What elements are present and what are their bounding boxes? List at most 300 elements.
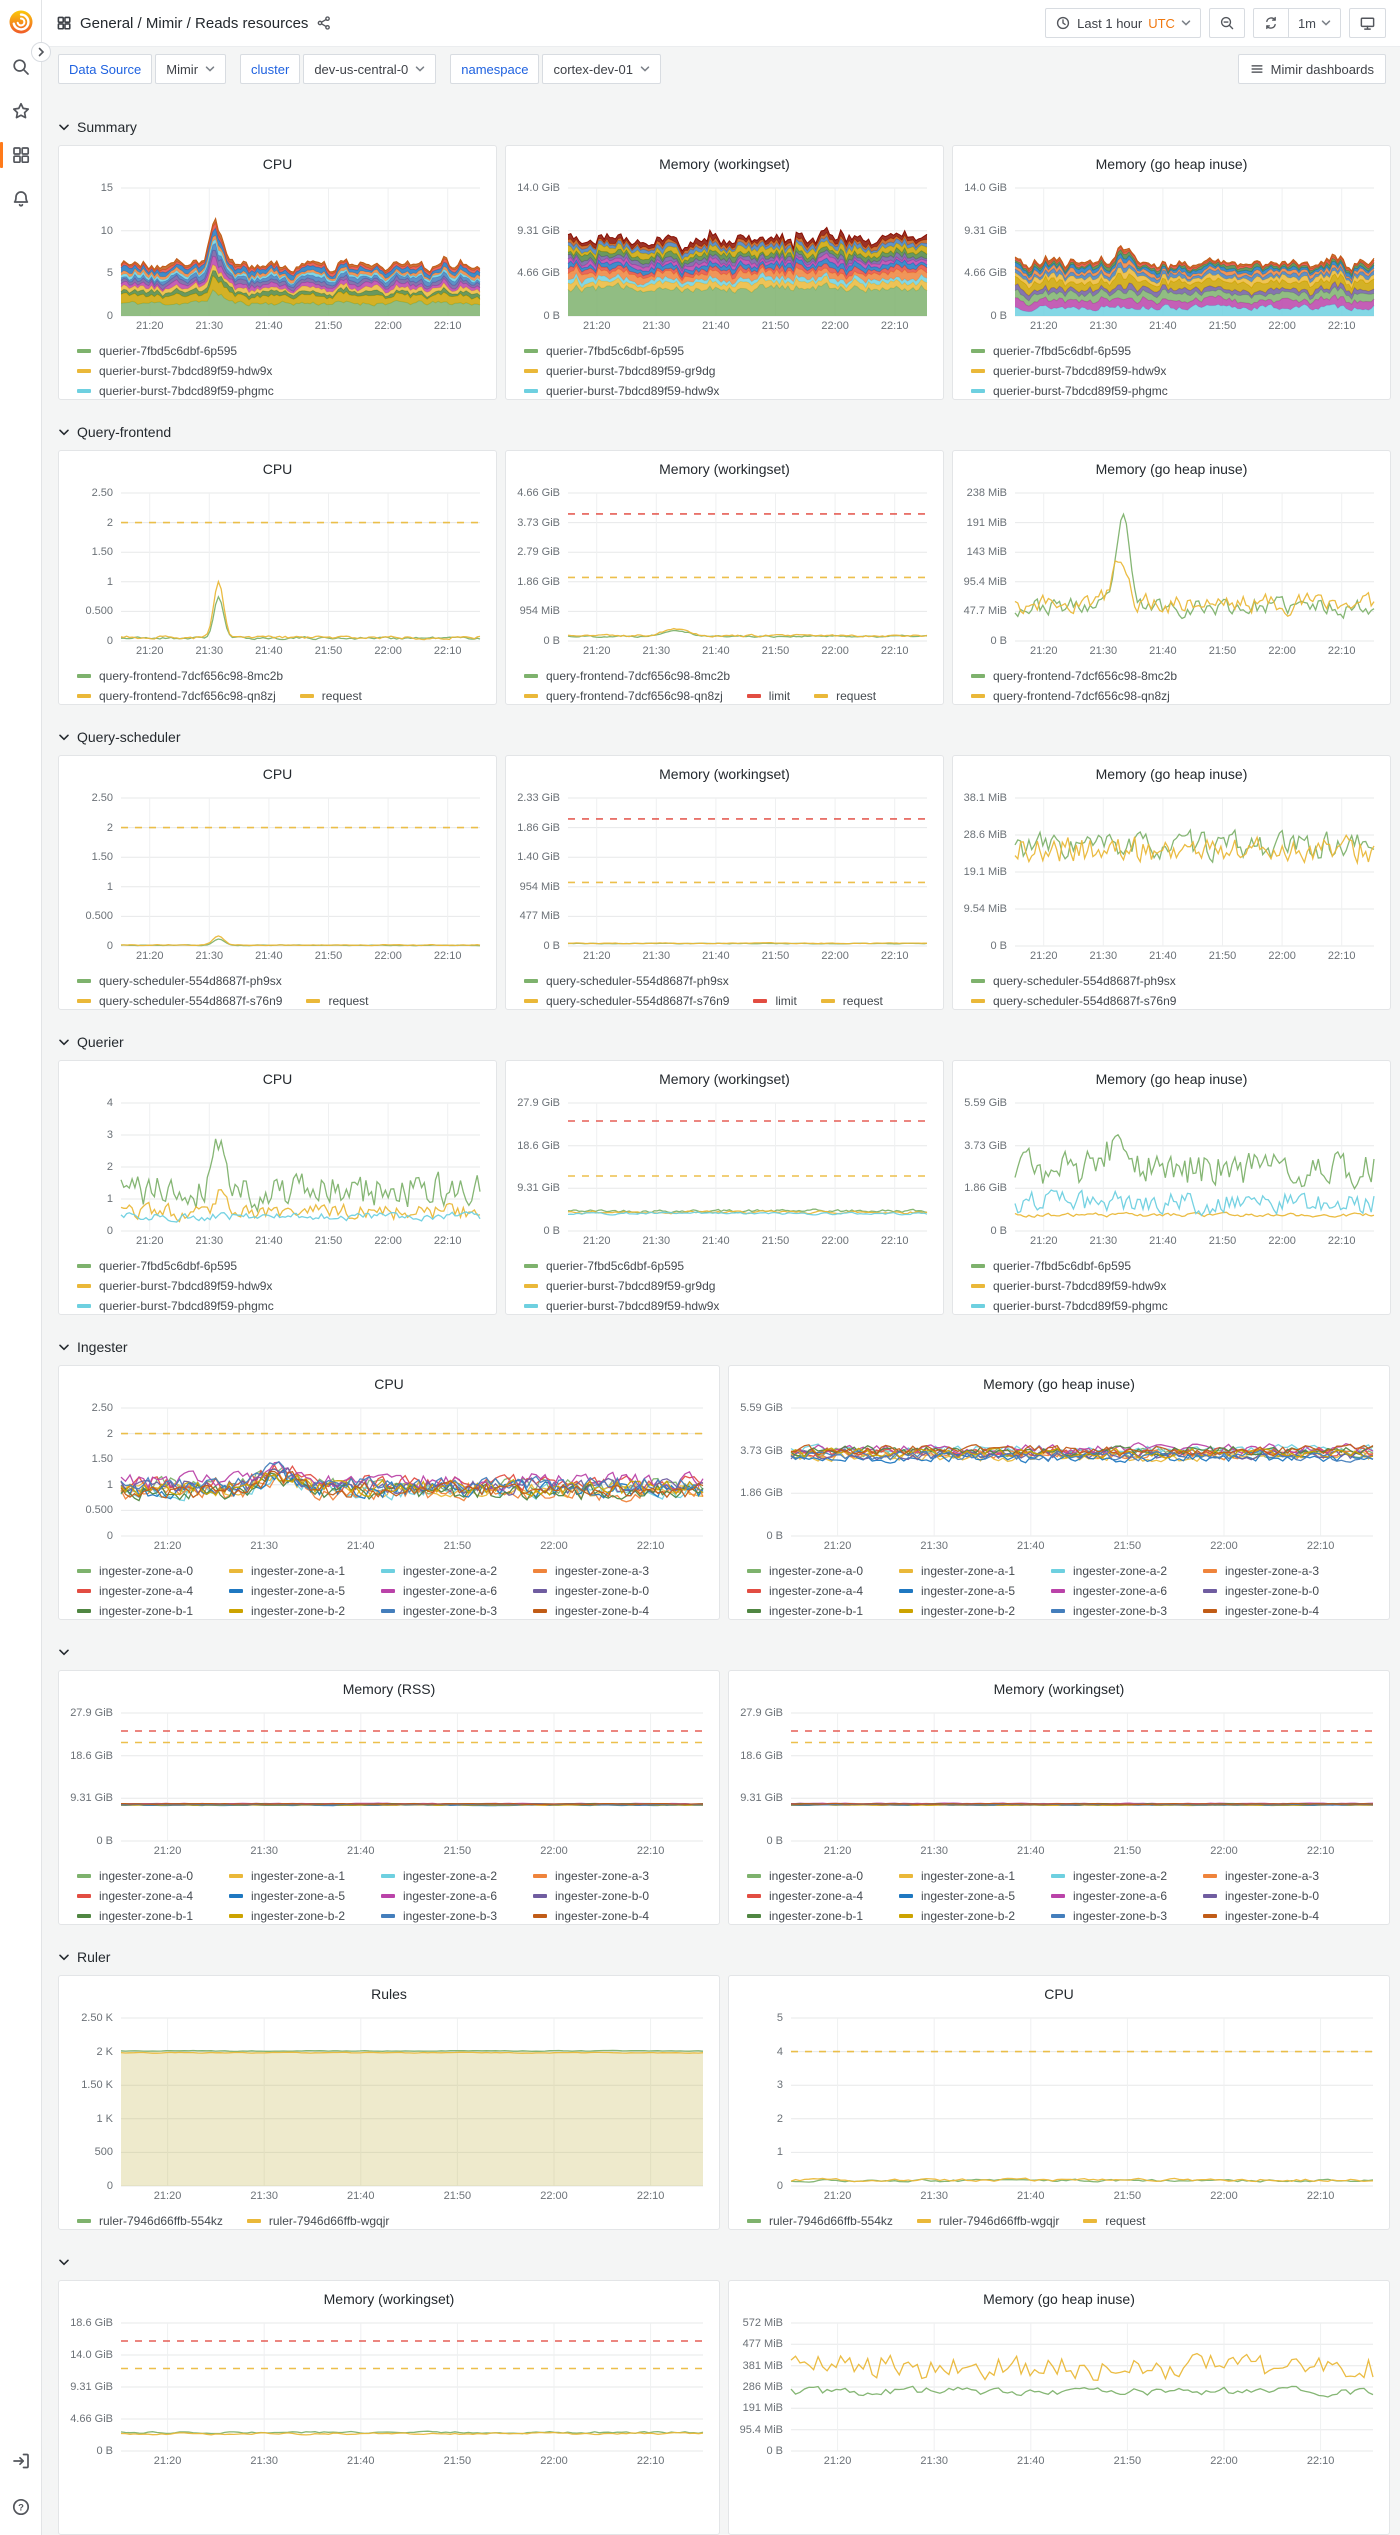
time-series-chart[interactable] [568, 793, 927, 947]
x-axis-label: 21:20 [153, 1540, 182, 1552]
legend-item[interactable] [533, 1869, 685, 1883]
legend-item[interactable] [971, 974, 1176, 988]
x-axis-label: 22:00 [1210, 1540, 1238, 1552]
dashboard-grid-icon [56, 15, 72, 31]
x-axis-label: 21:40 [702, 1235, 730, 1247]
breadcrumb[interactable] [56, 15, 332, 32]
legend-label: querier-burst-7bdcd89f59-hdw9x [99, 1279, 273, 1293]
panel-memory-go-heap-inuse [952, 450, 1391, 705]
legend-item[interactable] [899, 1604, 1051, 1618]
x-axis-label: 22:00 [821, 1235, 849, 1247]
row-header-query-frontend[interactable] [58, 422, 1390, 442]
y-axis-label: 9.31 GiB [964, 224, 1007, 237]
time-series-chart[interactable] [568, 183, 927, 317]
time-series-chart[interactable] [1015, 1098, 1374, 1232]
y-axis-label: 1.86 GiB [517, 821, 560, 834]
legend-item[interactable] [1083, 2214, 1145, 2228]
legend-item[interactable] [1051, 1584, 1203, 1598]
panel-title[interactable]: CPU [374, 1376, 404, 1392]
legend-label: ruler-7946d66ffb-554kz [99, 2214, 223, 2228]
zoom-out-button[interactable] [1209, 8, 1245, 38]
legend-item[interactable] [533, 1584, 685, 1598]
x-axis-label: 21:30 [195, 645, 224, 657]
legend-item[interactable] [524, 364, 715, 378]
sidebar-item-sign-in[interactable] [0, 2445, 41, 2477]
legend-item[interactable] [77, 364, 272, 378]
legend-item[interactable] [524, 344, 684, 358]
y-axis-label: 5.59 GiB [964, 1097, 1007, 1109]
legend-item[interactable] [524, 384, 719, 398]
legend-item[interactable] [1203, 1584, 1355, 1598]
time-series-chart[interactable] [121, 2318, 703, 2452]
y-axis [961, 182, 1015, 322]
legend-swatch [747, 1569, 761, 1573]
legend-item[interactable] [971, 1279, 1166, 1293]
y-axis-label: 1 [106, 1478, 113, 1491]
time-series-chart[interactable] [121, 1098, 480, 1232]
y-axis-label: 3.73 GiB [964, 1139, 1007, 1152]
y-axis-label: 2 [106, 516, 113, 529]
legend-item[interactable] [533, 1604, 685, 1618]
legend-item[interactable] [971, 1299, 1168, 1313]
y-axis-label: 1 [106, 575, 113, 588]
legend-label: querier-7fbd5c6dbf-6p595 [993, 344, 1132, 358]
y-axis-label: 3 [106, 1129, 113, 1141]
legend-swatch [971, 694, 985, 698]
legend-item[interactable] [229, 1869, 381, 1883]
row-header-untitled[interactable] [58, 1642, 1390, 1662]
y-axis-label: 3 [776, 2079, 783, 2092]
legend-swatch [1051, 1569, 1065, 1573]
panel-title[interactable]: Memory (go heap inuse) [1095, 156, 1248, 172]
time-range-picker[interactable] [1045, 8, 1201, 38]
x-axis-label: 21:50 [1113, 2190, 1142, 2202]
legend-label: query-frontend-7dcf656c98-qn8zj [993, 689, 1170, 703]
namespace-dropdown[interactable] [542, 54, 660, 84]
panel-title[interactable]: Memory (go heap inuse) [983, 2291, 1135, 2307]
y-axis-label: 1.50 [91, 546, 113, 559]
legend-swatch [1083, 2219, 1097, 2223]
y-axis-label: 477 MiB [742, 2338, 783, 2351]
x-axis [1015, 950, 1374, 965]
legend-item[interactable] [77, 1279, 272, 1293]
legend-item[interactable] [899, 1869, 1051, 1883]
legend-item[interactable] [381, 1584, 533, 1598]
legend-item[interactable] [899, 1584, 1051, 1598]
row-title: Ruler [77, 1949, 111, 1965]
panel-row [58, 145, 1390, 400]
legend-item[interactable] [77, 689, 276, 703]
legend-item[interactable] [77, 344, 237, 358]
chevron-down-icon [58, 1038, 70, 1047]
x-axis-label: 21:40 [347, 1845, 375, 1857]
legend-label: ingester-zone-a-5 [251, 1584, 346, 1598]
legend-item[interactable] [77, 384, 274, 398]
legend-item[interactable] [533, 1909, 685, 1923]
panel-title[interactable]: Rules [371, 1986, 407, 2002]
cluster-dropdown[interactable] [303, 54, 436, 84]
legend-item[interactable] [747, 689, 790, 703]
legend-swatch [77, 2219, 91, 2223]
panel-title[interactable]: Memory (workingset) [993, 1681, 1125, 1697]
legend-item[interactable] [524, 1299, 719, 1313]
filter-label[interactable]: cluster [240, 54, 300, 84]
legend-item[interactable] [747, 1584, 899, 1598]
legend-label: querier-burst-7bdcd89f59-hdw9x [99, 364, 273, 378]
time-series-chart[interactable] [1015, 183, 1374, 317]
panel-title[interactable]: CPU [262, 156, 293, 172]
legend-item[interactable] [381, 1564, 533, 1578]
x-axis-label: 22:10 [1306, 1845, 1335, 1857]
share-icon[interactable] [316, 15, 332, 31]
legend-label: ingester-zone-a-0 [769, 1564, 864, 1578]
y-axis-label: 191 MiB [742, 2402, 783, 2415]
sidebar-item-bell[interactable] [0, 183, 41, 215]
chart-svg [121, 488, 480, 642]
legend-item[interactable] [77, 1869, 229, 1883]
legend-swatch [971, 674, 985, 678]
y-axis [67, 182, 121, 322]
tv-mode-button[interactable] [1349, 8, 1386, 38]
y-axis-label: 28.6 MiB [963, 829, 1007, 841]
x-axis-label: 21:20 [153, 1845, 182, 1857]
panel-cpu [58, 450, 497, 705]
time-series-chart[interactable] [791, 2318, 1373, 2452]
legend-item[interactable] [971, 344, 1131, 358]
x-axis [568, 950, 927, 965]
legend-item[interactable] [381, 1889, 533, 1903]
row-header-summary[interactable] [58, 117, 1390, 137]
legend-label: ingester-zone-a-3 [1225, 1869, 1320, 1883]
time-series-chart[interactable] [791, 2013, 1373, 2187]
time-series-chart[interactable] [791, 1708, 1373, 1842]
x-axis-label: 21:30 [1089, 645, 1118, 657]
x-axis-label: 22:00 [374, 1235, 402, 1247]
x-axis-label: 21:50 [1208, 320, 1237, 332]
legend-item[interactable] [524, 689, 723, 703]
chart-svg [121, 1098, 480, 1232]
legend-item[interactable] [899, 1889, 1051, 1903]
legend-label: request [321, 689, 362, 703]
sidebar-item-help[interactable] [0, 2491, 41, 2523]
legend-label: ingester-zone-a-1 [251, 1564, 346, 1578]
legend-item[interactable] [1051, 1564, 1203, 1578]
legend-item[interactable] [229, 1604, 381, 1618]
legend-label: query-frontend-7dcf656c98-8mc2b [993, 669, 1178, 683]
time-series-chart[interactable] [1015, 488, 1374, 642]
x-axis-label: 22:10 [433, 320, 462, 332]
legend-item[interactable] [753, 994, 796, 1008]
x-axis-label: 22:00 [1210, 2455, 1238, 2467]
legend-item[interactable] [524, 994, 729, 1008]
legend-item[interactable] [971, 1259, 1131, 1273]
legend-item[interactable] [747, 1604, 899, 1618]
y-axis-label: 1.86 GiB [964, 1182, 1007, 1195]
row-header-untitled[interactable] [58, 2252, 1390, 2272]
panel-memory-go-heap-inuse [952, 145, 1391, 400]
legend-item[interactable] [381, 1909, 533, 1923]
legend-item[interactable] [300, 689, 362, 703]
legend-label: querier-7fbd5c6dbf-6p595 [993, 1259, 1132, 1273]
y-axis-label: 2 [106, 821, 113, 834]
legend-label: ingester-zone-b-2 [921, 1909, 1016, 1923]
legend-label: ingester-zone-b-2 [921, 1604, 1016, 1618]
legend-item[interactable] [77, 1259, 237, 1273]
panel-legend [971, 971, 1374, 1011]
time-series-chart[interactable] [121, 793, 480, 947]
refresh-button[interactable] [1254, 9, 1288, 37]
y-axis-label: 0 B [990, 310, 1007, 322]
legend-swatch [524, 389, 538, 393]
legend-item[interactable] [247, 2214, 390, 2228]
panel-title[interactable]: Memory (workingset) [323, 2291, 455, 2307]
panel-cpu [58, 145, 497, 400]
x-axis-label: 21:30 [642, 645, 671, 657]
legend-item[interactable] [971, 689, 1170, 703]
y-axis-label: 27.9 GiB [517, 1097, 560, 1109]
legend-item[interactable] [77, 1909, 229, 1923]
legend-item[interactable] [533, 1564, 685, 1578]
legend-swatch [971, 369, 985, 373]
legend-item[interactable] [747, 2214, 893, 2228]
panel-title[interactable]: Memory (workingset) [659, 1071, 790, 1087]
legend-label: ingester-zone-a-5 [921, 1584, 1016, 1598]
legend-item[interactable] [229, 1909, 381, 1923]
y-axis-label: 10 [100, 224, 113, 237]
x-axis [791, 1540, 1373, 1555]
panel-title[interactable]: Memory (go heap inuse) [1095, 766, 1248, 782]
y-axis-label: 2.50 [91, 1402, 113, 1414]
x-axis-label: 22:10 [880, 1235, 909, 1247]
legend-item[interactable] [306, 994, 368, 1008]
x-axis-label: 22:10 [636, 2190, 665, 2202]
time-series-chart[interactable] [568, 488, 927, 642]
legend-item[interactable] [524, 974, 729, 988]
legend-item[interactable] [747, 1869, 899, 1883]
legend-swatch [524, 369, 538, 373]
panel-title[interactable]: Memory (RSS) [342, 1681, 436, 1697]
legend-item[interactable] [1051, 1909, 1203, 1923]
panel-title[interactable]: CPU [262, 461, 293, 477]
y-axis-label: 477 MiB [519, 910, 560, 923]
sidebar-item-dashboards[interactable] [0, 139, 41, 171]
time-series-chart[interactable] [1015, 793, 1374, 947]
legend-item[interactable] [814, 689, 876, 703]
legend-swatch [77, 1304, 91, 1308]
time-series-chart[interactable] [568, 1098, 927, 1232]
y-axis-label: 0 [106, 1225, 113, 1237]
panel-rules [58, 1975, 720, 2230]
page-title[interactable]: General / Mimir / Reads resources [80, 14, 309, 32]
chevron-down-icon [205, 65, 215, 73]
y-axis-label: 0 [106, 940, 113, 952]
y-axis-label: 1 [106, 880, 113, 893]
legend-item[interactable] [747, 1564, 899, 1578]
legend-item[interactable] [747, 1909, 899, 1923]
legend-item[interactable] [77, 1889, 229, 1903]
y-axis-label: 0 B [990, 635, 1007, 647]
legend-item[interactable] [381, 1869, 533, 1883]
refresh-interval-dropdown[interactable] [1289, 9, 1340, 37]
legend-item[interactable] [533, 1889, 685, 1903]
legend-label: query-frontend-7dcf656c98-8mc2b [546, 669, 731, 683]
legend-label: querier-7fbd5c6dbf-6p595 [99, 1259, 238, 1273]
legend-item[interactable] [1051, 1889, 1203, 1903]
panel-legend [971, 666, 1374, 706]
panel-legend [747, 1561, 1373, 1621]
legend-item[interactable] [1051, 1869, 1203, 1883]
panel-memory-workingset [728, 1670, 1390, 1925]
y-axis-label: 5 [106, 267, 113, 280]
panel-legend [524, 971, 927, 1011]
panel-title[interactable]: Memory (workingset) [659, 156, 790, 172]
legend-label: ingester-zone-b-0 [555, 1889, 650, 1903]
panel-title[interactable]: Memory (workingset) [659, 766, 790, 782]
legend-item[interactable] [77, 669, 283, 683]
legend-item[interactable] [971, 364, 1166, 378]
x-axis-label: 22:10 [1306, 1540, 1335, 1552]
chart-svg [121, 1403, 703, 1537]
legend-item[interactable] [229, 1889, 381, 1903]
filter-label[interactable]: Data Source [58, 54, 152, 84]
legend-item[interactable] [77, 974, 282, 988]
legend-label: ruler-7946d66ffb-wgqjr [268, 2214, 390, 2228]
panel-title[interactable]: CPU [262, 766, 293, 782]
legend-item[interactable] [524, 1259, 684, 1273]
legend-swatch [77, 1609, 91, 1613]
chart-svg [121, 1708, 703, 1842]
filter-datasource [58, 54, 226, 84]
legend-label: query-scheduler-554d8687f-s76n9 [993, 994, 1177, 1008]
y-axis-label: 2 [106, 1427, 113, 1440]
legend-item[interactable] [821, 994, 883, 1008]
y-axis-label: 0 B [96, 1835, 113, 1847]
legend-item[interactable] [77, 1299, 274, 1313]
legend-item[interactable] [77, 1564, 229, 1578]
y-axis-label: 27.9 GiB [740, 1707, 783, 1719]
panel-title[interactable]: Memory (go heap inuse) [983, 1376, 1135, 1392]
panel-title[interactable]: CPU [1044, 1986, 1074, 2002]
legend-label: query-frontend-7dcf656c98-8mc2b [99, 669, 284, 683]
chart-svg [121, 183, 480, 317]
legend-item[interactable] [1203, 1564, 1355, 1578]
legend-item[interactable] [77, 1584, 229, 1598]
filter-label[interactable]: namespace [450, 54, 539, 84]
legend-item[interactable] [229, 1584, 381, 1598]
legend-swatch [971, 389, 985, 393]
time-series-chart[interactable] [791, 1403, 1373, 1537]
panel-title[interactable]: Memory (workingset) [659, 461, 790, 477]
legend-item[interactable] [899, 1564, 1051, 1578]
zoom-out-icon [1219, 15, 1235, 31]
panel-title[interactable]: Memory (go heap inuse) [1095, 1071, 1248, 1087]
chart-svg [791, 2013, 1373, 2187]
svg-text:?: ? [17, 2502, 24, 2514]
x-axis [568, 320, 927, 335]
legend-item[interactable] [1203, 1604, 1355, 1618]
time-series-chart[interactable] [121, 2013, 703, 2187]
legend-swatch [899, 1569, 913, 1573]
legend-item[interactable] [971, 994, 1176, 1008]
legend-swatch [381, 1569, 395, 1573]
legend-item[interactable] [381, 1604, 533, 1618]
legend-item[interactable] [524, 1279, 715, 1293]
legend-item[interactable] [899, 1909, 1051, 1923]
time-series-chart[interactable] [121, 183, 480, 317]
y-axis-label: 0 B [990, 940, 1007, 952]
legend-item[interactable] [77, 2214, 223, 2228]
chart-svg [791, 1708, 1373, 1842]
y-axis [67, 1402, 121, 1542]
legend-swatch [524, 674, 538, 678]
legend-item[interactable] [77, 994, 282, 1008]
legend-item[interactable] [1203, 1909, 1355, 1923]
sidebar [0, 0, 42, 2535]
legend-item[interactable] [1203, 1889, 1355, 1903]
row-header-query-scheduler[interactable] [58, 727, 1390, 747]
legend-item[interactable] [747, 1889, 899, 1903]
legend-label: ingester-zone-b-4 [555, 1604, 650, 1618]
legend-label: ingester-zone-a-1 [251, 1869, 346, 1883]
row-header-querier[interactable] [58, 1032, 1390, 1052]
chevron-down-icon [58, 733, 70, 742]
legend-label: ingester-zone-a-5 [251, 1889, 346, 1903]
x-axis-label: 22:10 [1327, 950, 1356, 962]
legend-item[interactable] [77, 1604, 229, 1618]
sidebar-item-star[interactable] [0, 95, 41, 127]
legend-label: ingester-zone-a-2 [403, 1869, 498, 1883]
panel-legend [971, 1256, 1374, 1316]
legend-swatch [917, 2219, 931, 2223]
legend-label: querier-burst-7bdcd89f59-hdw9x [546, 384, 720, 398]
chart-svg [121, 2318, 703, 2452]
y-axis-label: 2 [106, 1161, 113, 1173]
legend-item[interactable] [1203, 1869, 1355, 1883]
row-header-ruler[interactable] [58, 1947, 1390, 1967]
legend-swatch [77, 979, 91, 983]
panel-legend [77, 2211, 703, 2231]
x-axis [121, 1235, 480, 1250]
legend-item[interactable] [1051, 1604, 1203, 1618]
legend-swatch [77, 1569, 91, 1573]
panel-title[interactable]: Memory (go heap inuse) [1095, 461, 1248, 477]
dropdown-value: Mimir [166, 61, 199, 77]
datasource-dropdown[interactable] [155, 54, 226, 84]
x-axis-label: 22:00 [1268, 1235, 1296, 1247]
x-axis-label: 22:10 [636, 2455, 665, 2467]
mimir-dashboards-button[interactable] [1238, 54, 1386, 84]
time-series-chart[interactable] [121, 1708, 703, 1842]
row-header-ingester[interactable] [58, 1337, 1390, 1357]
panel-title[interactable]: CPU [262, 1071, 293, 1087]
legend-item[interactable] [524, 669, 730, 683]
y-axis-label: 14.0 GiB [517, 182, 560, 194]
legend-label: ingester-zone-a-2 [1073, 1869, 1168, 1883]
x-axis-label: 22:00 [1210, 2190, 1238, 2202]
legend-item[interactable] [971, 669, 1177, 683]
grafana-logo[interactable] [8, 9, 34, 35]
legend-item[interactable] [917, 2214, 1060, 2228]
legend-item[interactable] [971, 384, 1168, 398]
time-series-chart[interactable] [121, 488, 480, 642]
legend-item[interactable] [229, 1564, 381, 1578]
dashboard-panels-area [42, 117, 1400, 2535]
panel-legend [524, 1256, 927, 1316]
sidebar-expand-button[interactable] [31, 42, 51, 62]
time-series-chart[interactable] [121, 1403, 703, 1537]
x-axis-label: 21:20 [1029, 320, 1058, 332]
legend-label: ingester-zone-b-0 [1225, 1889, 1320, 1903]
